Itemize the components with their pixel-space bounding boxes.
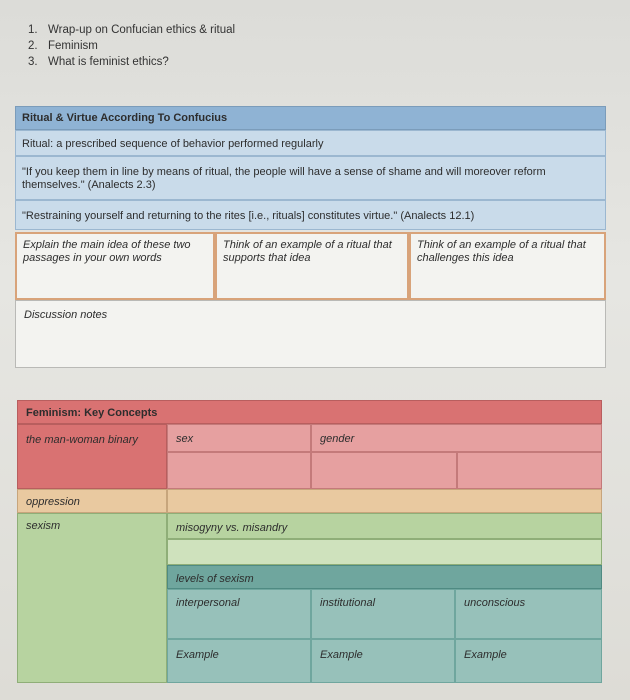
agenda-item: [28, 54, 235, 70]
sex-cell: [167, 424, 311, 452]
unconscious-cell: [455, 589, 602, 639]
ritual-prompt-cell[interactable]: [215, 232, 409, 300]
ritual-prompt-3: Think of an example of a ritual that challenges this idea: [417, 239, 586, 264]
ritual-definition-row: [15, 130, 606, 156]
agenda-text: What is feminist ethics?: [48, 56, 169, 68]
agenda-text: Wrap-up on Confucian ethics & ritual: [48, 24, 236, 36]
gender-cell: [311, 424, 602, 452]
levels-cell: [167, 565, 602, 589]
example-label: Example: [176, 649, 219, 661]
ritual-quote-2: "Restraining yourself and returning to the rites [i.e., rituals] constitutes virtue." (Analects 12.1): [22, 210, 475, 222]
interpersonal-cell: [167, 589, 311, 639]
oppression-notes-cell[interactable]: [167, 489, 602, 513]
gender-label: gender: [320, 433, 355, 445]
sexism-cell: [17, 513, 167, 683]
oppression-cell: [17, 489, 167, 513]
example-cell[interactable]: [167, 639, 311, 683]
agenda-number: 3.: [28, 56, 38, 68]
agenda-item: [28, 22, 235, 38]
levels-label: levels of sexism: [176, 573, 254, 585]
interpersonal-label: interpersonal: [176, 597, 240, 609]
oppression-label: oppression: [26, 496, 80, 508]
ritual-quote1-row: [15, 156, 606, 200]
ritual-title: Ritual & Virtue According To Confucius: [22, 112, 228, 124]
ritual-quote2-row: [15, 200, 606, 230]
feminism-title: Feminism: Key Concepts: [26, 407, 158, 419]
ritual-prompt-cell[interactable]: [15, 232, 215, 300]
unconscious-label: unconscious: [464, 597, 526, 609]
discussion-notes-cell[interactable]: [15, 300, 606, 368]
ritual-prompt-cell[interactable]: [409, 232, 606, 300]
institutional-cell: [311, 589, 455, 639]
ritual-definition: Ritual: a prescribed sequence of behavior performed regularly: [22, 138, 324, 150]
example-label: Example: [464, 649, 507, 661]
misogyny-notes-cell[interactable]: [167, 539, 602, 565]
sex-notes-cell[interactable]: [167, 452, 311, 489]
gender-notes-cell-2[interactable]: [457, 452, 602, 489]
sexism-label: sexism: [26, 520, 61, 532]
binary-label: the man-woman binary: [26, 434, 138, 446]
gender-notes-cell[interactable]: [311, 452, 457, 489]
agenda-number: 1.: [28, 24, 38, 36]
agenda-item: [28, 38, 235, 54]
feminism-title-row: [17, 400, 602, 424]
ritual-prompt-1: Explain the main idea of these two passages in your own words: [23, 239, 191, 264]
binary-cell: [17, 424, 167, 489]
agenda-number: 2.: [28, 40, 38, 52]
discussion-notes-label: Discussion notes: [24, 309, 108, 321]
ritual-prompt-2: Think of an example of a ritual that supports that idea: [223, 239, 392, 264]
ritual-title-row: [15, 106, 606, 130]
agenda-text: Feminism: [48, 40, 98, 52]
sex-label: sex: [176, 433, 194, 445]
example-label: Example: [320, 649, 363, 661]
misogyny-label: misogyny vs. misandry: [176, 522, 288, 534]
example-cell[interactable]: [455, 639, 602, 683]
agenda-list: [28, 22, 235, 70]
misogyny-cell: [167, 513, 602, 539]
institutional-label: institutional: [320, 597, 376, 609]
ritual-quote-1: "If you keep them in line by means of ritual, the people will have a sense of shame and will moreover reform themselves." (Analects 2.3): [22, 166, 546, 191]
example-cell[interactable]: [311, 639, 455, 683]
